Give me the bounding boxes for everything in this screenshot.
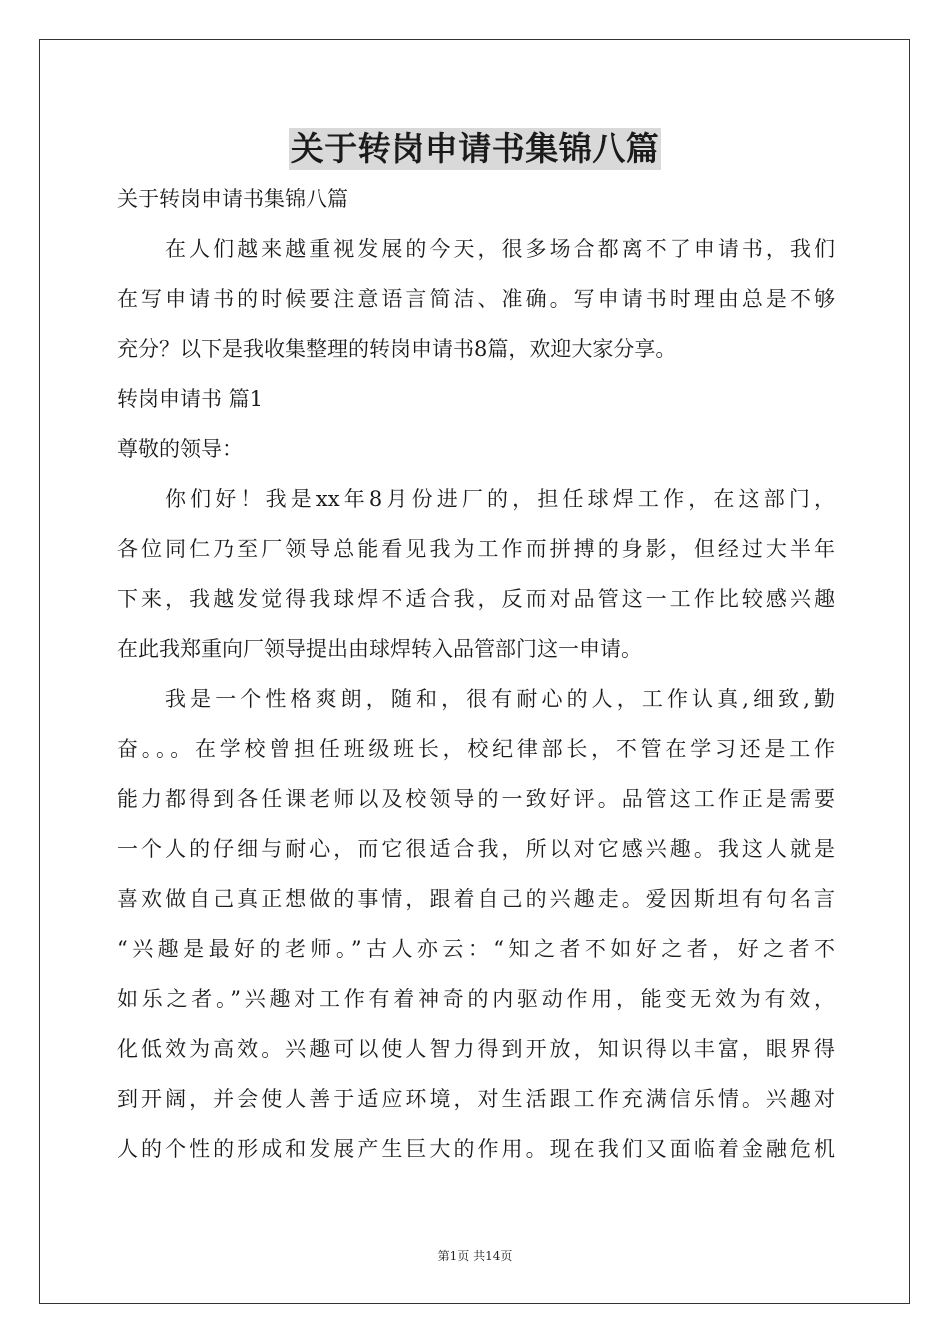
title-container	[0, 128, 950, 170]
text-line: 喜欢做自己真正想做的事情，跟着自己的兴趣走。爱因斯坦有句名言	[117, 887, 835, 911]
text-line: “兴趣是最好的老师。”古人亦云：“知之者不如好之者，好之者不	[117, 937, 835, 961]
text-line: 在此我郑重向厂领导提出由球焊转入品管部门这一申请。	[117, 637, 642, 661]
text-line: 人的个性的形成和发展产生巨大的作用。现在我们又面临着金融危机	[117, 1137, 835, 1161]
text-line: 化低效为高效。兴趣可以使人智力得到开放，知识得以丰富，眼界得	[117, 1037, 835, 1061]
document-title: 关于转岗申请书集锦八篇	[290, 129, 660, 168]
text-line: 如乐之者。”兴趣对工作有着神奇的内驱动作用，能变无效为有效，	[117, 987, 835, 1011]
text-line: 在写申请书的时候要注意语言简洁、准确。写申请书时理由总是不够	[117, 287, 835, 311]
text-line: 能力都得到各任课老师以及校领导的一致好评。品管这工作正是需要	[117, 787, 835, 811]
text-line: 关于转岗申请书集锦八篇	[117, 187, 348, 211]
text-line: 你们好！我是xx年8月份进厂的，担任球焊工作，在这部门，	[165, 487, 835, 511]
text-line: 转岗申请书 篇1	[117, 387, 264, 411]
text-line: 充分？以下是我收集整理的转岗申请书8篇，欢迎大家分享。	[117, 337, 677, 361]
text-line: 尊敬的领导：	[117, 437, 243, 461]
text-line: 到开阔，并会使人善于适应环境，对生活跟工作充满信乐情。兴趣对	[117, 1087, 835, 1111]
text-line: 在人们越来越重视发展的今天，很多场合都离不了申请书，我们	[165, 237, 835, 261]
text-line: 我是一个性格爽朗，随和，很有耐心的人，工作认真,细致,勤	[165, 687, 835, 711]
text-line: 一个人的仔细与耐心，而它很适合我，所以对它感兴趣。我这人就是	[117, 837, 835, 861]
document-body	[117, 174, 835, 1174]
text-line: 下来，我越发觉得我球焊不适合我，反而对品管这一工作比较感兴趣	[117, 587, 835, 611]
page-footer: 第1页 共14页	[437, 1249, 513, 1263]
text-line: 各位同仁乃至厂领导总能看见我为工作而拼搏的身影，但经过大半年	[117, 537, 835, 561]
text-line: 奋。。。在学校曾担任班级班长，校纪律部长，不管在学习还是工作	[117, 737, 835, 761]
